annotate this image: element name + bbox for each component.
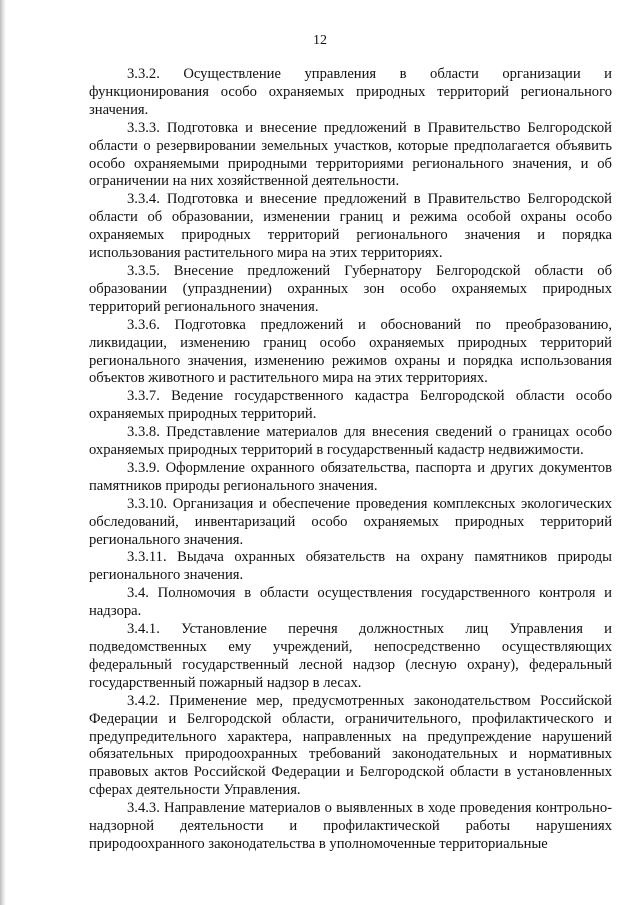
- document-body: [89, 66, 612, 854]
- paragraph-3-3-2: 3.3.2. Осуществление управления в области организации и функционирования особо охраняемых природных территорий регионального значения.: [89, 66, 612, 118]
- paragraph-3-3-5: 3.3.5. Внесение предложений Губернатору Белгородской области об образовании (упразднении) охранных зон особо охраняемых природных территорий регионального значения.: [89, 262, 612, 315]
- paragraph-3-3-4: 3.3.4. Подготовка и внесение предложений в Правительство Белгородской области об образовании, изменении границ и режима особой охраны особо охраняемых природных территорий регионального значения и порядка использования растительного мира на этих территориях.: [89, 191, 612, 262]
- page-number: 12: [313, 33, 327, 48]
- paragraph-3-4-1: 3.4.1. Установление перечня должностных лиц Управления и подведомственных ему учреждений, непосредственно осуществляющих федеральный государственный лесной надзор (лесную охрану), федеральный государственный пожарный надзор в лесах.: [89, 621, 612, 691]
- paragraph-3-3-8: 3.3.8. Представление материалов для внесения сведений о границах особо охраняемых природных территорий в государственный кадастр недвижимости.: [89, 424, 612, 459]
- paragraph-3-4-2: 3.4.2. Применение мер, предусмотренных законодательством Российской Федерации и Белгородской области, ограничительного, профилактического и предупредительного характера, направленных на предупреждение нарушений обязательных природоохранных требований законодательных и нормативных правовых актов Российской Федерации и Белгородской области в установленных сферах деятельности Управления.: [89, 692, 612, 799]
- paragraph-3-3-11: 3.3.11. Выдача охранных обязательств на охрану памятников природы регионального значения.: [89, 549, 612, 584]
- paragraph-3-3-6: 3.3.6. Подготовка предложений и обоснований по преобразованию, ликвидации, изменению границ особо охраняемых природных территорий регионального значения, изменению режимов охраны и порядка использования объектов животного и растительного мира на этих территориях.: [89, 316, 612, 387]
- paragraph-3-4: 3.4. Полномочия в области осуществления государственного контроля и надзора.: [89, 585, 612, 620]
- scan-edge-shadow: [0, 0, 6, 905]
- paragraph-3-3-7: 3.3.7. Ведение государственного кадастра Белгородской области особо охраняемых природных территорий.: [89, 388, 612, 423]
- paragraph-3-4-3: 3.4.3. Направление материалов о выявленных в ходе проведения контрольно-надзорной деятельности и профилактической работы нарушениях природоохранного законодательства в уполномоченные территориальные: [89, 800, 612, 852]
- paragraph-3-3-3: 3.3.3. Подготовка и внесение предложений в Правительство Белгородской области о резервировании земельных участков, которые предполагается объявить особо охраняемыми природными территориями регионального значения, и об ограничении на них хозяйственной деятельности.: [89, 119, 612, 190]
- paragraph-3-3-10: 3.3.10. Организация и обеспечение проведения комплексных экологических обследований, инвентаризаций особо охраняемых природных территорий регионального значения.: [89, 495, 612, 548]
- paragraph-3-3-9: 3.3.9. Оформление охранного обязательства, паспорта и других документов памятников природы регионального значения.: [89, 459, 612, 494]
